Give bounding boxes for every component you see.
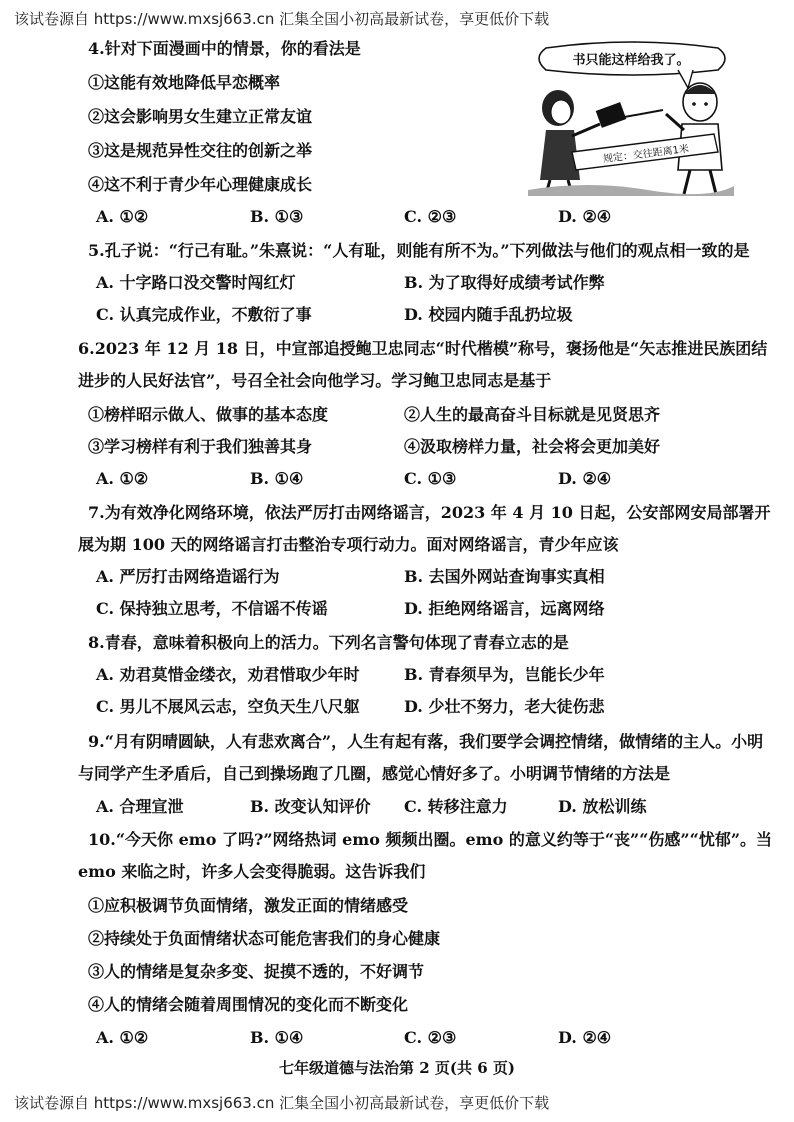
source-line-bottom: 该试卷源自 https://www.mxsj663.cn 汇集全国小初高最新试卷，享更低价下载 [14,1094,550,1112]
q8-option-a: A. 劝君莫惜金缕衣，劝君惜取少年时 [96,665,360,684]
q9-option-c: C. 转移注意力 [404,797,508,816]
q6-option-b: B. ①④ [250,469,304,488]
q4-item-1: ①这能有效地降低早恋概率 [88,73,281,92]
q10-item-3: ③人的情绪是复杂多变、捉摸不透的，不好调节 [88,962,425,981]
q6-item-1: ①榜样昭示做人、做事的基本态度 [88,405,329,424]
q7-option-c: C. 保持独立思考，不信谣不传谣 [96,599,328,618]
q9-option-a: A. 合理宣泄 [96,797,184,816]
q4-item-2: ②这会影响男女生建立正常友谊 [88,107,313,126]
q6-stem-line-1: 6.2023 年 12 月 18 日，中宣部追授鲍卫忠同志“时代楷模”称号，褒扬他是“矢志推进民族团结 [78,339,768,358]
q8-option-b: B. 青春须早为，岂能长少年 [404,665,605,684]
page-footer: 七年级道德与法治第 2 页(共 6 页) [279,1059,515,1077]
q4-option-c: C. ②③ [404,207,457,226]
q6-option-c: C. ①③ [404,469,457,488]
q10-option-c: C. ②③ [404,1028,457,1047]
q4-option-d: D. ②④ [558,207,612,226]
q6-stem-line-2: 进步的人民好法官”，号召全社会向他学习。学习鲍卫忠同志是基于 [78,371,552,390]
q6-item-4: ④汲取榜样力量，社会将会更加美好 [404,437,661,456]
q4-item-4: ④这不利于青少年心理健康成长 [88,175,313,194]
q7-stem-line-2: 展为期 100 天的网络谣言打击整治专项行动力。面对网络谣言，青少年应该 [78,535,619,554]
q5-option-b: B. 为了取得好成绩考试作弊 [404,273,605,292]
q6-item-2: ②人生的最高奋斗目标就是见贤思齐 [404,405,661,424]
q9-option-b: B. 改变认知评价 [250,797,371,816]
q4-option-a: A. ①② [96,207,149,226]
q9-option-d: D. 放松训练 [558,797,647,816]
q10-option-d: D. ②④ [558,1028,612,1047]
q8-option-c: C. 男儿不展风云志，空负天生八尺躯 [96,697,360,716]
q6-option-d: D. ②④ [558,469,612,488]
q9-stem-line-1: 9.“月有阴晴圆缺，人有悲欢离合”，人生有起有落，我们要学会调控情绪，做情绪的主人。小明 [88,732,764,751]
q6-item-3: ③学习榜样有利于我们独善其身 [88,437,313,456]
q10-stem-line-1: 10.“今天你 emo 了吗?”网络热词 emo 频频出圈。emo 的意义约等于“丧”“伤感”“忧郁”。当 [88,830,773,849]
q10-option-b: B. ①④ [250,1028,304,1047]
q5-option-a: A. 十字路口没交警时闯红灯 [96,273,296,292]
q7-option-d: D. 拒绝网络谣言，远离网络 [404,599,605,618]
q8-stem: 8.青春，意味着积极向上的活力。下列名言警句体现了青春立志的是 [88,633,569,652]
q4-option-b: B. ①③ [250,207,304,226]
source-line-top: 该试卷源自 https://www.mxsj663.cn 汇集全国小初高最新试卷，享更低价下载 [14,10,550,28]
q10-item-2: ②持续处于负面情绪状态可能危害我们的身心健康 [88,929,441,948]
banner-text: 规定：交往距离1米 [602,143,690,166]
cartoon-illustration [528,40,734,196]
q5-option-c: C. 认真完成作业，不敷衍了事 [96,305,312,324]
q10-stem-line-2: emo 来临之时，许多人会变得脆弱。这告诉我们 [78,862,426,881]
q4-stem: 4.针对下面漫画中的情景，你的看法是 [88,39,361,58]
q9-stem-line-2: 与同学产生矛盾后，自己到操场跑了几圈，感觉心情好多了。小明调节情绪的方法是 [78,764,671,783]
q5-option-d: D. 校园内随手乱扔垃圾 [404,305,573,324]
q4-item-3: ③这是规范异性交往的创新之举 [88,141,313,160]
q10-item-4: ④人的情绪会随着周围情况的变化而不断变化 [88,995,409,1014]
q7-option-b: B. 去国外网站查询事实真相 [404,567,605,586]
speech-bubble-text: 书只能这样给我了。 [572,53,690,68]
q7-stem-line-1: 7.为有效净化网络环境，依法严厉打击网络谣言，2023 年 4 月 10 日起，公安部网安局部署开 [88,503,771,522]
q5-stem: 5.孔子说：“行己有耻。”朱熹说：“人有耻，则能有所不为。”下列做法与他们的观点相一致的是 [88,241,750,260]
q8-option-d: D. 少壮不努力，老大徒伤悲 [404,697,605,716]
q6-option-a: A. ①② [96,469,149,488]
q10-option-a: A. ①② [96,1028,149,1047]
q10-item-1: ①应积极调节负面情绪，激发正面的情绪感受 [88,896,409,915]
q7-option-a: A. 严厉打击网络造谣行为 [96,567,280,586]
